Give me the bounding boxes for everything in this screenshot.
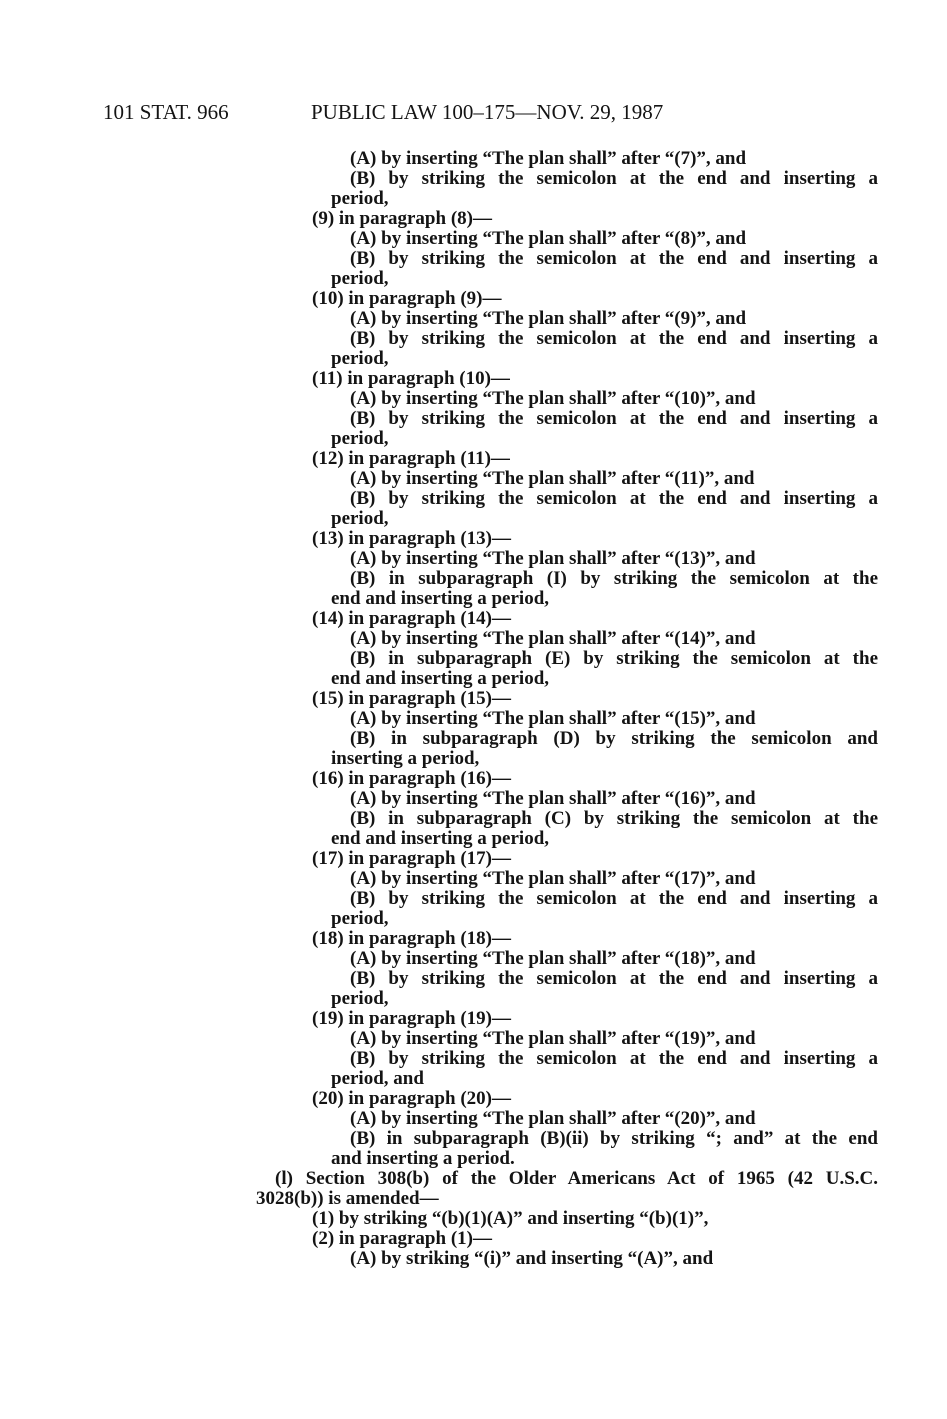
text-line: (A) by inserting “The plan shall” after “(16)”, and bbox=[350, 788, 756, 809]
text-line: period, bbox=[331, 268, 389, 289]
text-line: (13) in paragraph (13)— bbox=[312, 528, 511, 549]
text-line: (B) by striking the semicolon at the end and inserting a bbox=[350, 408, 878, 429]
text-line: (A) by inserting “The plan shall” after “(15)”, and bbox=[350, 708, 756, 729]
text-line: (1) by striking “(b)(1)(A)” and inserting “(b)(1)”, bbox=[312, 1208, 709, 1229]
text-line: (B) by striking the semicolon at the end and inserting a bbox=[350, 888, 878, 909]
text-line: (B) in subparagraph (C) by striking the semicolon at the bbox=[350, 808, 878, 829]
text-line: period, bbox=[331, 508, 389, 529]
text-line: (9) in paragraph (8)— bbox=[312, 208, 492, 229]
text-line: period, bbox=[331, 428, 389, 449]
text-line: (A) by inserting “The plan shall” after “(14)”, and bbox=[350, 628, 756, 649]
text-line: (19) in paragraph (19)— bbox=[312, 1008, 511, 1029]
text-line: period, bbox=[331, 988, 389, 1009]
text-line: (B) by striking the semicolon at the end and inserting a bbox=[350, 488, 878, 509]
text-line: 3028(b)) is amended— bbox=[256, 1188, 439, 1209]
text-line: (16) in paragraph (16)— bbox=[312, 768, 511, 789]
text-line: (15) in paragraph (15)— bbox=[312, 688, 511, 709]
text-line: (A) by inserting “The plan shall” after “(11)”, and bbox=[350, 468, 755, 489]
text-line: end and inserting a period, bbox=[331, 588, 550, 609]
text-line: (l) Section 308(b) of the Older Americans Act of 1965 (42 U.S.C. bbox=[275, 1168, 878, 1189]
page-reference: 101 STAT. 966 bbox=[103, 100, 229, 124]
text-line: end and inserting a period, bbox=[331, 668, 550, 689]
text-line: (2) in paragraph (1)— bbox=[312, 1228, 492, 1249]
text-line: (B) in subparagraph (E) by striking the semicolon at the bbox=[350, 648, 878, 669]
text-line: (B) by striking the semicolon at the end and inserting a bbox=[350, 168, 878, 189]
text-line: (A) by inserting “The plan shall” after “(19)”, and bbox=[350, 1028, 756, 1049]
text-line: (17) in paragraph (17)— bbox=[312, 848, 511, 869]
text-line: (A) by inserting “The plan shall” after “(20)”, and bbox=[350, 1108, 756, 1129]
text-line: (B) in subparagraph (D) by striking the semicolon and bbox=[350, 728, 878, 749]
text-line: (B) in subparagraph (I) by striking the semicolon at the bbox=[350, 568, 878, 589]
text-line: (B) by striking the semicolon at the end and inserting a bbox=[350, 1048, 878, 1069]
page-title: PUBLIC LAW 100–175—NOV. 29, 1987 bbox=[311, 100, 664, 124]
text-line: (A) by inserting “The plan shall” after “(9)”, and bbox=[350, 308, 747, 329]
text-line: (B) in subparagraph (B)(ii) by striking “; and” at the end bbox=[350, 1128, 878, 1149]
text-line: (B) by striking the semicolon at the end and inserting a bbox=[350, 248, 878, 269]
text-line: (A) by inserting “The plan shall” after “(7)”, and bbox=[350, 148, 747, 169]
text-line: end and inserting a period, bbox=[331, 828, 550, 849]
text-line: (A) by inserting “The plan shall” after “(13)”, and bbox=[350, 548, 756, 569]
text-line: (A) by inserting “The plan shall” after “(8)”, and bbox=[350, 228, 747, 249]
text-line: (A) by inserting “The plan shall” after “(17)”, and bbox=[350, 868, 756, 889]
text-line: (20) in paragraph (20)— bbox=[312, 1088, 511, 1109]
text-line: (12) in paragraph (11)— bbox=[312, 448, 510, 469]
text-line: period, bbox=[331, 188, 389, 209]
text-line: period, bbox=[331, 348, 389, 369]
text-line: inserting a period, bbox=[331, 748, 480, 769]
text-line: (A) by striking “(i)” and inserting “(A)”, and bbox=[350, 1248, 714, 1269]
text-line: (14) in paragraph (14)— bbox=[312, 608, 511, 629]
text-line: (18) in paragraph (18)— bbox=[312, 928, 511, 949]
text-line: (10) in paragraph (9)— bbox=[312, 288, 502, 309]
text-line: period, and bbox=[331, 1068, 424, 1089]
text-line: (A) by inserting “The plan shall” after “(18)”, and bbox=[350, 948, 756, 969]
text-line: period, bbox=[331, 908, 389, 929]
text-line: (A) by inserting “The plan shall” after “(10)”, and bbox=[350, 388, 756, 409]
document-body bbox=[0, 149, 947, 1269]
text-line: (B) by striking the semicolon at the end and inserting a bbox=[350, 968, 878, 989]
text-line: (B) by striking the semicolon at the end and inserting a bbox=[350, 328, 878, 349]
page-header bbox=[103, 100, 793, 126]
text-line: and inserting a period. bbox=[331, 1148, 515, 1169]
text-line: (11) in paragraph (10)— bbox=[312, 368, 510, 389]
